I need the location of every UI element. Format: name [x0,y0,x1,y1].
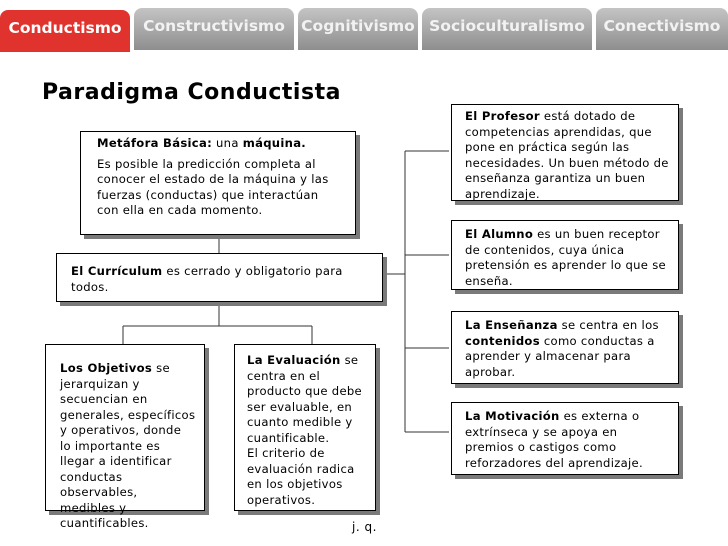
metafora-body: Es posible la predicción completa al conocer el estado de la máquina y las fuerzas (conductas) que interactúan con ella en cada momento. [97,156,329,217]
profesor-text: está dotado de competencias aprendidas, que pone en práctica según las necesidades. Un buen método de enseñanza garantiza un buen aprendizaje. [465,109,669,201]
tab-constructivismo[interactable]: Constructivismo [134,8,294,50]
alumno-text: es un buen receptor de contenidos, cuya única pretensión es aprender lo que se enseña. [465,227,666,288]
objetivos-text: se jerarquizan y secuencian en generales, específicos y operativos, donde lo importante es llegar a identificar conductas observables, medibles y cuantificables. [60,361,196,530]
motivacion-box [451,402,679,475]
alumno-label: El Alumno [465,227,534,241]
metafora-value: máquina. [242,136,307,150]
tab-socioculturalismo[interactable]: Socioculturalismo [422,8,592,50]
curriculum-box [56,253,383,302]
objetivos-box [45,344,205,530]
metafora-box [80,131,356,235]
ensenanza-contenidos: contenidos [465,333,540,348]
ensenanza-text: se centra en los [557,318,659,332]
tab-conductismo[interactable]: Conductismo [0,10,130,52]
evaluacion-label: La Evaluación [247,353,341,367]
metafora-mid: una [212,136,243,150]
profesor-box [451,104,679,201]
ensenanza-text2: como conductas a aprender y almacenar para aprobar. [465,333,655,379]
tab-conectivismo[interactable]: Conectivismo [596,8,728,50]
evaluacion-box [234,344,376,511]
evaluacion-text: se centra en el producto que debe ser evaluable, en cuanto medible y cuantificable. [247,353,362,445]
ensenanza-label: La Enseñanza [465,318,558,332]
curriculum-label: El Currículum [71,264,163,278]
evaluacion-text2: El criterio de evaluación radica en los objetivos operativos. [247,446,355,507]
page-title: Paradigma Conductista [42,80,341,105]
profesor-label: El Profesor [465,109,540,123]
alumno-box [451,220,679,290]
motivacion-text: es externa o extrínseca y se apoya en premios o castigos como reforzadores del aprendizaje. [465,409,643,470]
ensenanza-box [451,311,679,384]
motivacion-label: La Motivación [465,409,560,423]
tab-cognitivismo[interactable]: Cognitivismo [298,8,418,50]
metafora-label: Metáfora Básica: [97,136,213,150]
curriculum-text: es cerrado y obligatorio para todos. [71,264,343,294]
author-initials: j. q. [352,520,377,534]
objetivos-label: Los Objetivos [60,361,153,375]
